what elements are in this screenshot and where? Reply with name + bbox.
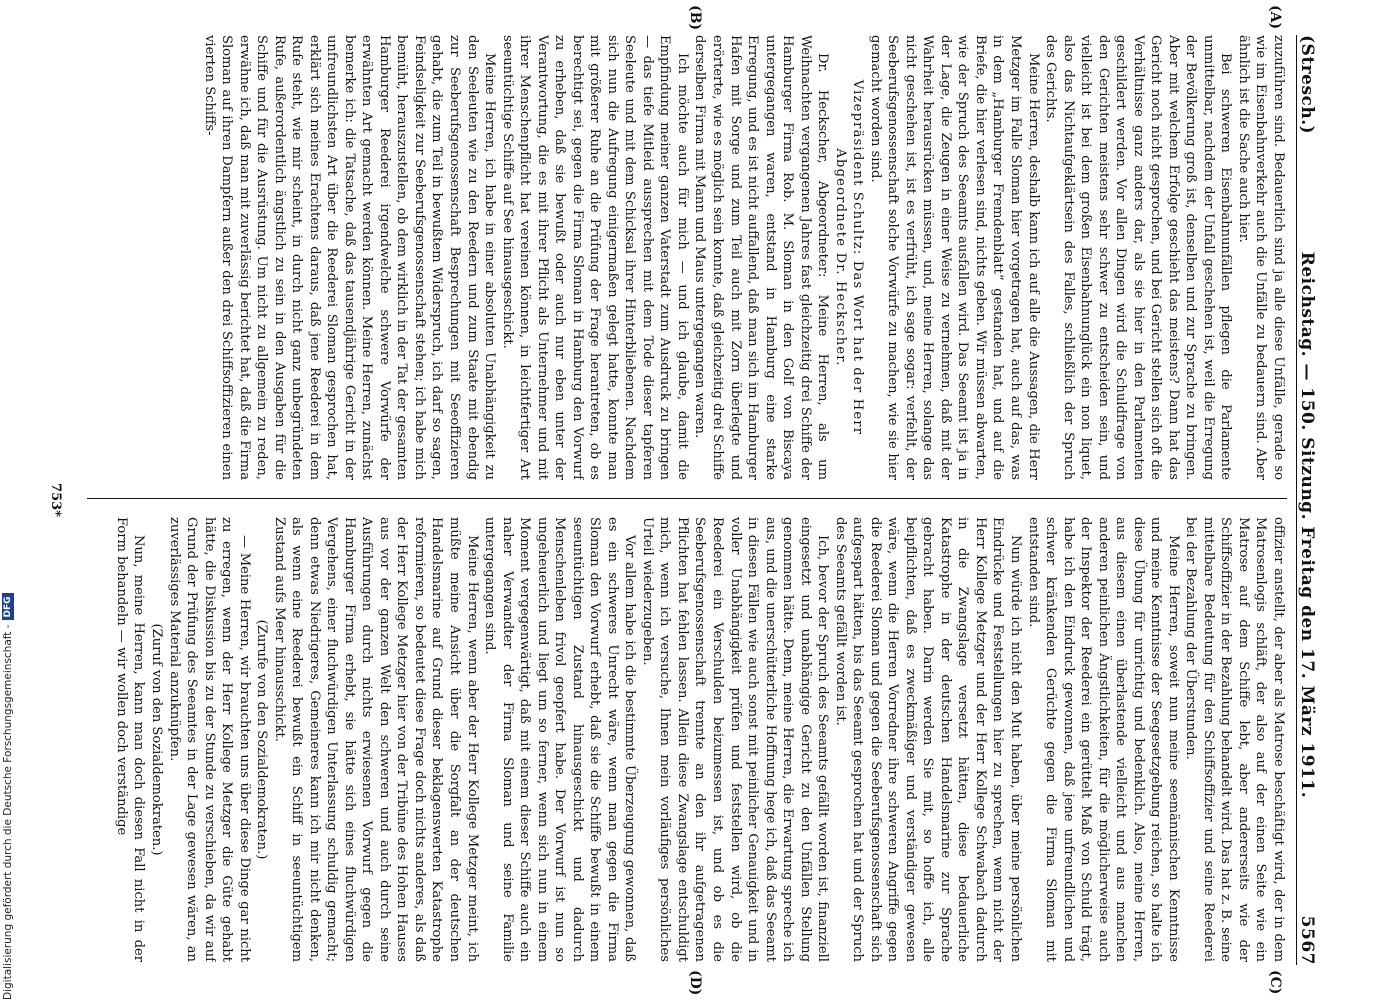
page-number: 5567 (1297, 915, 1317, 965)
paragraph: Dr. Heckscher, Abgeordneter: Meine Herren, als um Weihnachten vergangenen Jahres fast gleichzeitig drei Schiffe der Hamburger Firma Rob. M. Sloman in den Golf von Biscaya untergegangen waren, entstand in Hamburg eine starke Erregung, und es ist nicht auffallend, daß man sich im Hamburger Hafen mit Sorge und zum Teil auch mit Zorn überlegte und erörterte, wie es möglich sein konnte, daß gleichzeitig drei Schiffe derselben Firma mit Mann und Maus untergegangen waren. (692, 35, 831, 480)
side-credit (0, 0, 16, 1000)
column-divider (87, 498, 1287, 499)
sigla-a: (A) (1267, 5, 1283, 30)
dfg-logo-icon: DFG (2, 593, 14, 620)
running-head (1296, 35, 1323, 965)
paragraph: Ich, bevor der Spruch des Seeamts gefällt worden ist, finanziell eingesetzt und unabhängige Gericht zu den Unfällen Stellung genommen hätte. Denn, meine Herren, die Erwartung spreche ich aus, und die unerschütterliche Hoffnung hege ich, daß das Seeamt in diesen Fällen wie auch sonst mit peinlicher Genauigkeit und in voller Unabhängigkeit prüfen und feststellen wird, ob die Reederei ein Verschulden beizumessen ist, und ob es die Seeberufsgenossenschaft trennte an den ihr aufgetragenen Pflichten hat fehlen lassen. Allein diese Zwangslage entschuldigt mich, wenn ich versuche, Ihnen mein vorläufiges persönliches Urteil wiederzugeben. (639, 517, 831, 962)
paragraph: Meine Herren, ich habe in einer absoluten Unabhängigkeit zu den Seeleuten wie zu den Reedern und zum Staate mit ebendig zur Seeberufsgenossenschaft Besprechungen mit Seeoffizieren gehabt, die zum Teil in bewußtem Widerspruch, ich darf so sagen, Feindseligkeit zur Seeberufsgenossenschaft stehen; ich habe mich bemüht, herauszustellen, ob dem wirklich in der Tat der gesamten Hamburger Reederei irgendwelche schwere Vorwürfe der erwähnten Art gemacht werden können. Meine Herren, zunächst bemerke ich: die Tatsache, daß das tausendjährige Gericht in der unfreundlichsten Art über die Reederei Sloman gesprochen hat, erklärt sich meines Erachtens daraus, daß jene Reederei in dem Rufe steht, wie mir scheint, in durch nicht ganz unbegründeten Rufe, außerordentlich ängstlich zu sein in den Ausgaben für die Schiffe und für die Ausrüstung. Um nicht zu allgemein zu reden, erwähne ich, daß man mit zuverlässig berichtet hat, daß die Firma Sloman auf ihren Dampfern außer den drei Schiffsoffizieren einen vierten Schiffs- (201, 35, 498, 480)
paragraph: Meine Herren, deshalb kann ich auf alle die Aussagen, die Herr Metzger im Falle Sloman hier vorgetragen hat, auch auf das, was in dem „Hamburger Fremdenblatt“ gestanden hat, und auf die Briefe, die hier verlesen sind, nichts geben. Wir müssen abwarten, wie der Spruch des Seeamts ausfallen wird. Das Seeamt ist ja in der Lage, die Zeugen in einer Weise zu vernehmen, daß mit der Wahrheit herausrücken müssen, und, meine Herren, solange das nicht geschehen ist, ist es verfrüht, ich sage sogar: verfehlt, der Seeberufsgenossenschaft solche Vorwürfe zu machen, wie sie hier gemacht worden sind. (867, 35, 1041, 480)
paragraph: Nun, meine Herren, kann man doch diesen Fall nicht in der Form behandeln — wir wollen doch verständige (113, 517, 147, 962)
running-head-title: Reichstag. — 150. Sitzung. Freitag den 17. März 1911. (1297, 251, 1317, 799)
page-footer-number: 753* (48, 483, 63, 517)
document-page (3, 5, 1323, 996)
paragraph: Nun würde ich nicht den Mut haben, über meine persönlichen Eindrücke und Feststellungen hier zu sprechen, wenn nicht der Herr Kollege Metzger und der Herr Kollege Schwabach dadurch in die Zwangslage versetzt hätten, diese bedauerliche Katastrophe in der deutschen Handelsmarine zur Sprache gebracht haben. Darin werden Sie mit, so hoffe ich, alle beipflichten, daß es zweckmäßiger und verständiger gewesen wäre, wenn die Herren Vorredner ihre schweren Angriffe gegen die Reederei Sloman und gegen die Seeberufsgenossenschaft sich aufgespart hätten, bis das Seeamt gesprochen hat und der Spruch des Seeamts gefällt worden ist. (832, 517, 1024, 962)
right-column (87, 517, 1287, 962)
speaker-heading: Vizepräsident Schultz: Das Wort hat der Herr Abgeordnete Dr. Heckscher. (832, 79, 866, 436)
paragraph: Vor allem habe ich die bestimmte Überzeugung gewonnen, daß es ein schweres Unrecht wäre, wenn man gegen die Firma Sloman den Vorwurf erhebt, daß sie die Schiffe bewußt in einem seeuntüchtigen Zustand hinausgeschickt und dadurch Menschenleben frivol geopfert habe. Der Vorwurf ist nun so ungeheuerlich und liegt um so ferner, wenn sich nun in einem Moment vergegenwärtigt, daß mit einem dieser Schiffe auch ein naher Verwandter der Firma Sloman und seine Familie untergegangen sind. (482, 517, 638, 962)
interjection: (Zuruf von den Sozialdemokraten.) (149, 623, 164, 856)
paragraph: — Meine Herren, wir brauchten uns über diese Dinge gar nicht zu erregen, wenn der Herr Kollege Metzger die Güte gehabt hätte, die Diskussion bis zu der Stunde zu verschieben, da wir auf Grund der Prüfung des Seeamtes in der Lage gewesen wären, an zuverlässiges Material anzuknüpfen. (166, 517, 252, 962)
paragraph: offizier anstellt, der aber als Matrose beschäftigt wird, der in dem Matrosenlogis schläft, der also auf der einen Seite wie ein Matrose auf dem Schiffe lebt, aber andererseits wie der Schiffsoffizier in der Bezahlung behandelt wird. Das hat z. B. seine mittelbare Bedeutung für den Schiffsoffizier und seine Reederei bei der Bezahlung der Überstunden. (1183, 517, 1286, 962)
left-column (87, 35, 1287, 480)
paragraph: Ich möchte auch für mich — und ich glaube, damit die Empfindung meiner ganzen Vaterstadt zum Ausdruck zu bringen — das tiefe Mitleid aussprechen mit dem Tode dieser tapferen Seeleute und mit dem Schicksal ihrer Hinterbliebenen. Nachdem sich nun die Aufregung einigermaßen gelegt hatte, konnte man mit größerer Ruhe an die Prüfung der Frage herantreten, ob es berechtigt sei, gegen die Firma Sloman in Hamburg den Vorwurf zu erheben, daß sie bewußt oder auch nur eben unter der Verantwortung, die es mit ihrer Pflicht als Unternehmer und mit ihrer Menschenpflicht hat vereinen können, in leichtfertiger Art seeuntüchtige Schiffe auf See hinausgeschickt. (499, 35, 690, 480)
credit-text: Digitalisierung gefördert durch die Deutsche Forschungsgemeinschaft - (2, 624, 14, 1000)
sigla-d: (D) (687, 970, 703, 996)
paragraph: Meine Herren, soweit nun meine seemännischen Kenntnisse und meine Kenntnisse der Seegesetzgebung reichen, so halte ich diese Übung für unrichtig und bedenklich. Also, meine Herren, aus diesem einen überlastende vielleicht und aus manchen anderen peinlichen Ängstlichkeiten, für die möglicherweise auch der Inspektor der Reederei ein gerüttelt Maß von Schuld trägt, habe ich den Eindruck gewonnen, daß jene unfreundlichen und schwer kränkenden Gerüchte gegen die Firma Sloman mit entstanden sind. (1025, 517, 1181, 962)
paragraph: Bei schweren Eisenbahnunfällen pflegen die Parlamente unmittelbar, nachdem der Unfall geschehen ist, weil die Erregung der Bevölkerung groß ist, denselben und zur Sprache zu bringen. Aber mit welchem Erfolge geschieht das meistens? Dann hat das Gericht noch nicht gesprochen, und bei Gericht stellen sich oft die Verhältnisse ganz anders dar, als sie hier in den Parlamenten geschildert werden. Vor allen Dingen wird die Schuldfrage von den Gerichten meistens sehr schwer zu entscheiden sein, und vielleicht ist bei dem großen Eisenbahnunglück ein non liquet, also das Nichtaufgeklärtsein des Falles, schließlich der Spruch des Gerichts. (1043, 35, 1234, 480)
speaker-marker: (Stresch.) (1297, 35, 1317, 135)
paragraph: zuzuführen sind. Bedauerlich sind ja alle diese Unfälle, gerade so wie im Eisenbahnverkehr auch die Unfälle zu bedauern sind. Aber ähnlich ist die Sache auch hier. (1235, 35, 1286, 480)
sigla-c: (C) (1267, 970, 1283, 995)
interjection: (Zurufe von den Sozialdemokraten.) (254, 619, 270, 860)
paragraph: Meine Herren, wenn aber der Herr Kollege Metzger meint, ich müßte meine Ansicht über die Sorgfalt an der deutschen Handelsmarine auf Grund dieser beklagenswerten Katastrophe reformieren, so bedeutet diese Frage doch nichts anderes, als daß der Herr Kollege Metzger hier von der Tribüne des Hohen Hauses aus vor der ganzen Welt den schweren und auch durch seine Ausführungen durch nichts erwiesenen Vorwurf gegen die Hamburger Firma erhebt, sie hätte sich eines fluchwürdigen Vergehens, einer fluchwürdigen Unterlassung schuldig gemacht; denn etwas Niedrigeres, Gemeineres kann ich mir nicht denken, als wenn eine Reederei bewußt ein Schiff in seeuntüchtigem Zustand aufs Meer hinausschickt. (271, 517, 480, 962)
sigla-b: (B) (687, 5, 703, 31)
